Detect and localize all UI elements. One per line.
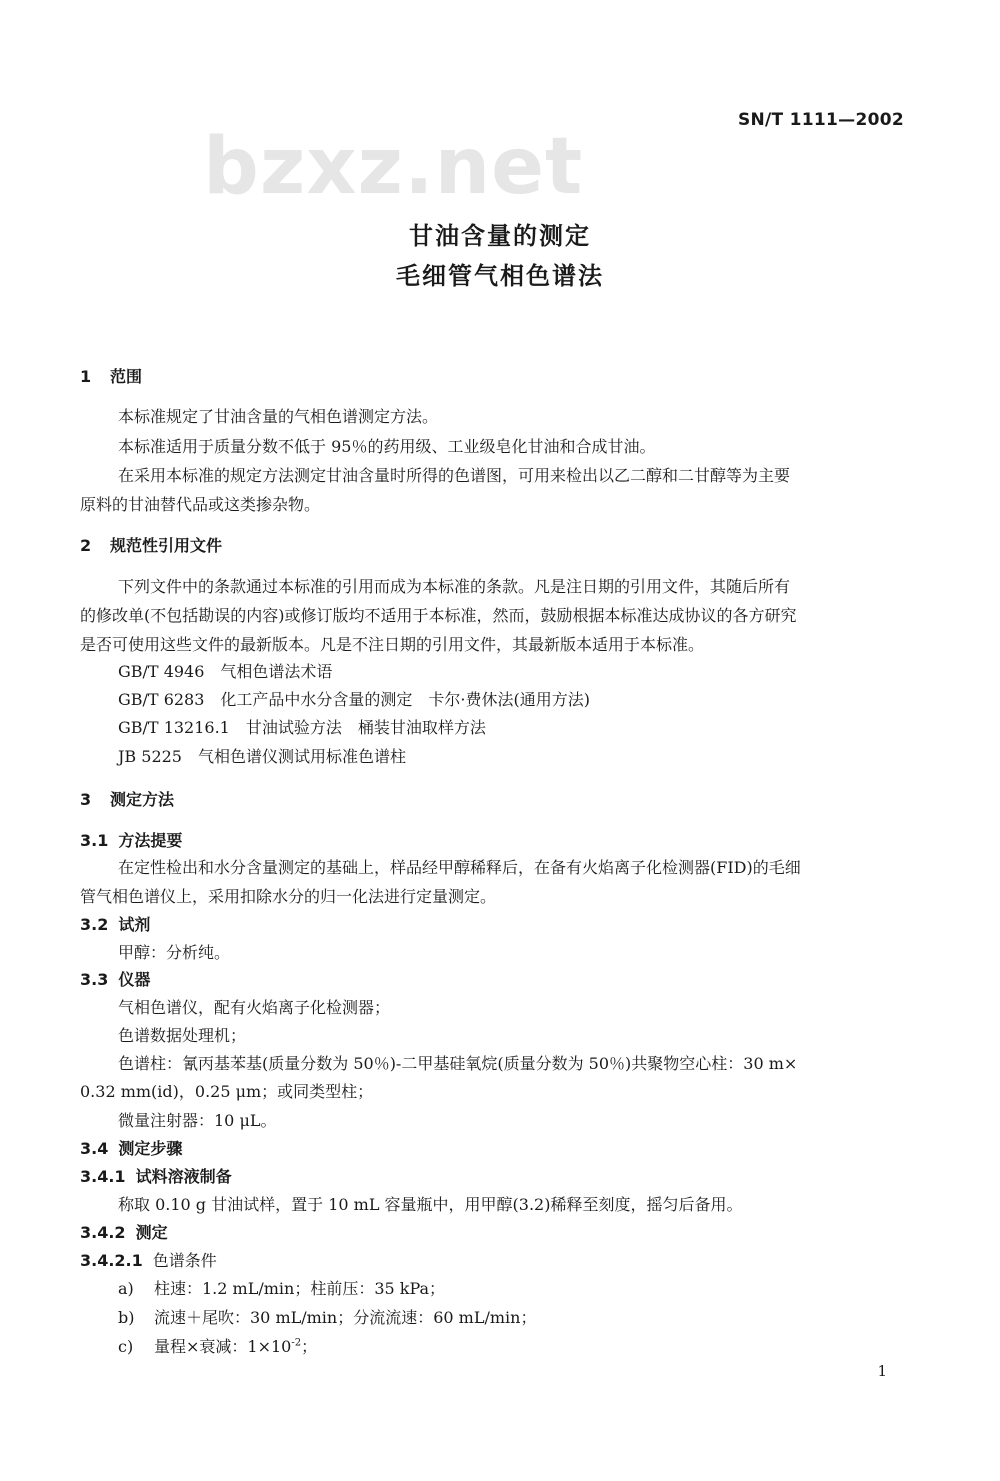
- subsection-number: 3.4.1: [80, 1167, 126, 1186]
- list-item-text: 量程×衰减：1×10: [154, 1337, 292, 1356]
- subsection-heading: [80, 912, 150, 935]
- list-item-label: a): [118, 1279, 134, 1298]
- subsection-heading: [80, 828, 182, 851]
- list-item-text: 流速＋尾吹：30 mL/min；分流流速：60 mL/min；: [154, 1308, 537, 1327]
- paragraph-line: 下列文件中的条款通过本标准的引用而成为本标准的条款。凡是注日期的引用文件，其随后所有: [118, 577, 791, 596]
- paragraph-line: 原料的甘油替代品或这类掺杂物。: [80, 495, 321, 514]
- document-title: 甘油含量的测定: [409, 222, 591, 250]
- list-item-label: b): [118, 1308, 135, 1327]
- section-heading-2: [80, 533, 222, 556]
- paragraph-line: 在定性检出和水分含量测定的基础上，样品经甲醇稀释后，在备有火焰离子化检测器(FID)的毛细: [118, 858, 801, 877]
- paragraph-line: 称取 0.10 g 甘油试样，置于 10 mL 容量瓶中，用甲醇(3.2)稀释至刻度，摇匀后备用。: [118, 1195, 743, 1214]
- subsection-number: 3.4: [80, 1139, 109, 1158]
- subsection-heading: [80, 1220, 168, 1243]
- paragraph-line: 管气相色谱仪上，采用扣除水分的归一化法进行定量测定。: [80, 887, 497, 906]
- paragraph-line: 的修改单(不包括勘误的内容)或修订版均不适用于本标准，然而，鼓励根据本标准达成协议的各方研究: [80, 606, 797, 625]
- document-subtitle: 毛细管气相色谱法: [396, 262, 604, 290]
- subsection-title: 测定步骤: [118, 1139, 183, 1158]
- section-title: 范围: [110, 367, 143, 386]
- subsection-heading: [80, 1136, 182, 1159]
- section-number: 3: [80, 790, 92, 809]
- subsection-heading: [80, 1164, 232, 1187]
- list-item: [118, 1276, 445, 1299]
- paragraph-line: 本标准规定了甘油含量的气相色谱测定方法。: [118, 407, 439, 426]
- list-item-label: c): [118, 1337, 134, 1356]
- subsection-title: 试剂: [118, 915, 151, 934]
- paragraph-line: 0.32 mm(id)，0.25 μm；或同类型柱；: [80, 1082, 374, 1101]
- paragraph-line: 色谱柱：氰丙基苯基(质量分数为 50％)-二甲基硅氧烷(质量分数为 50％)共聚物空心柱：30 m×: [118, 1054, 798, 1073]
- standard-number: SN/T 1111—2002: [737, 110, 904, 130]
- subsection-title: 试料溶液制备: [135, 1167, 232, 1186]
- paragraph-line: 甲醇：分析纯。: [118, 943, 231, 962]
- subsection-title: 方法提要: [118, 831, 183, 850]
- section-heading-3: [80, 787, 174, 810]
- reference-item: GB/T 4946 气相色谱法术语: [118, 662, 333, 681]
- subsection-title: 测定: [135, 1223, 168, 1242]
- paragraph-line: 微量注射器：10 μL。: [118, 1111, 277, 1130]
- paragraph-line: 气相色谱仪，配有火焰离子化检测器；: [118, 998, 391, 1017]
- reference-item: GB/T 6283 化工产品中水分含量的测定 卡尔·费休法(通用方法): [118, 690, 590, 709]
- section-title: 测定方法: [110, 790, 175, 809]
- subsection-title: 色谱条件: [152, 1251, 217, 1270]
- list-item: [118, 1334, 317, 1357]
- paragraph-line: 在采用本标准的规定方法测定甘油含量时所得的色谱图，可用来检出以乙二醇和二甘醇等为主要: [118, 466, 791, 485]
- reference-item: JB 5225 气相色谱仪测试用标准色谱柱: [118, 747, 406, 766]
- section-number: 1: [80, 367, 92, 386]
- paragraph-line: 本标准适用于质量分数不低于 95％的药用级、工业级皂化甘油和合成甘油。: [118, 437, 656, 456]
- subsection-heading: [80, 967, 150, 990]
- subsection-number: 3.4.2: [80, 1223, 126, 1242]
- paragraph-line: 色谱数据处理机；: [118, 1026, 247, 1045]
- section-number: 2: [80, 536, 92, 555]
- page-number: 1: [877, 1362, 887, 1380]
- list-item: [118, 1305, 536, 1328]
- subsection-number: 3.2: [80, 915, 109, 934]
- paragraph-line: 是否可使用这些文件的最新版本。凡是不注日期的引用文件，其最新版本适用于本标准。: [80, 635, 705, 654]
- list-item-tail: ；: [301, 1337, 318, 1356]
- subsection-number: 3.4.2.1: [80, 1251, 143, 1270]
- subsection-title: 仪器: [118, 970, 151, 989]
- list-item-text: 柱速：1.2 mL/min；柱前压：35 kPa；: [154, 1279, 446, 1298]
- section-title: 规范性引用文件: [110, 536, 223, 555]
- subsection-number: 3.3: [80, 970, 109, 989]
- section-heading-1: [80, 364, 142, 387]
- subsection-heading: [80, 1248, 217, 1271]
- subsection-number: 3.1: [80, 831, 109, 850]
- reference-item: GB/T 13216.1 甘油试验方法 桶装甘油取样方法: [118, 718, 486, 737]
- watermark: bzxz.net: [203, 122, 584, 212]
- superscript: -2: [291, 1337, 302, 1349]
